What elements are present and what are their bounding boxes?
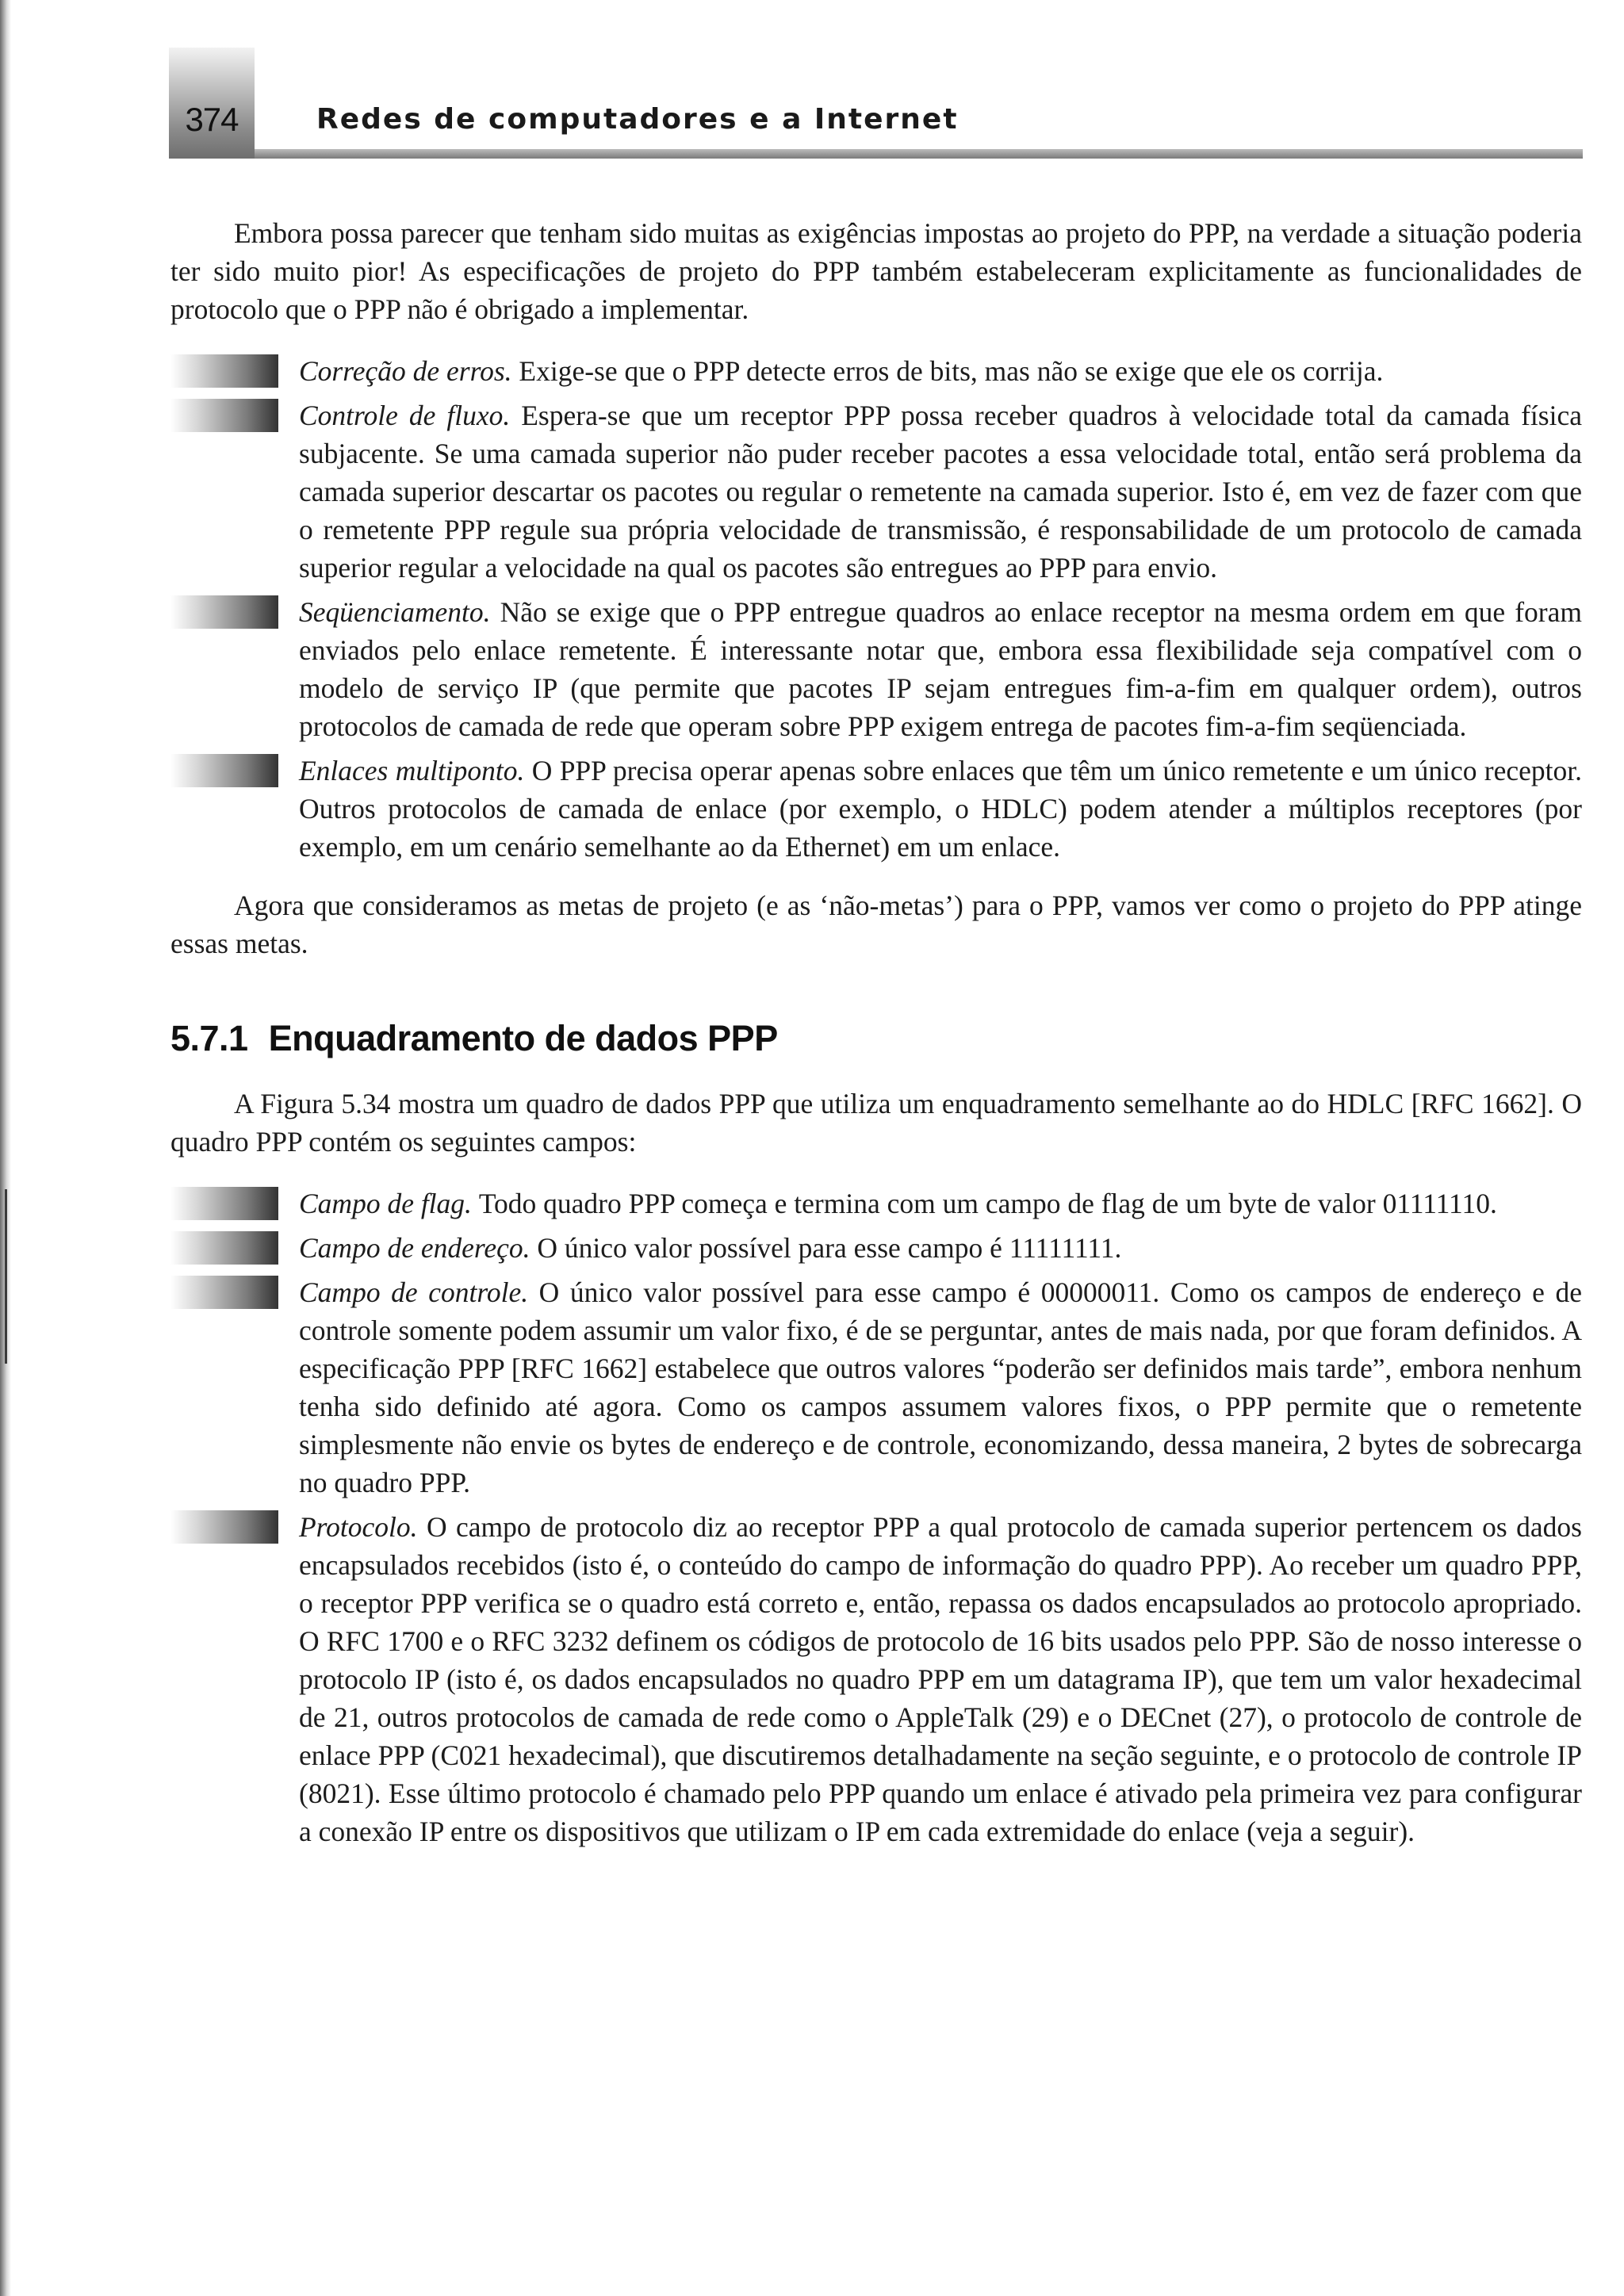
bullet-bar-icon bbox=[170, 354, 278, 388]
list-item bbox=[170, 396, 1582, 587]
bullet-bar-icon bbox=[170, 1187, 278, 1220]
scan-artifact bbox=[5, 1189, 7, 1364]
bullet-bar-icon bbox=[170, 595, 278, 629]
list-item bbox=[170, 352, 1582, 390]
bullet-bar-icon bbox=[170, 1510, 278, 1544]
bullet-bar-icon bbox=[170, 399, 278, 432]
bullet-bar-icon bbox=[170, 1276, 278, 1309]
section-title: Enquadramento de dados PPP bbox=[268, 1018, 778, 1058]
item-text: O PPP precisa operar apenas sobre enlaces que têm um único remetente e um único receptor. Outros protocolos de camada de enlace (por exemplo, o HDLC) podem atender a múltiplos receptores (por exemplo, em um cenário semelhante ao da Ethernet) em um enlace. bbox=[299, 755, 1582, 863]
not-required-list bbox=[170, 352, 1582, 866]
item-text: Espera-se que um receptor PPP possa receber quadros à velocidade total da camada física subjacente. Se uma camada superior não puder receber pacotes a essa velocidade total, então será problema da camada superior descartar os pacotes ou regular o remetente na camada superior. Isto é, em vez de fazer com que o remetente PPP regule sua própria velocidade de transmissão, é responsabilidade de um protocolo de camada superior regular a velocidade na qual os pacotes são entregues ao PPP para envio. bbox=[299, 400, 1582, 584]
scan-shadow bbox=[0, 0, 11, 2296]
item-term: Controle de fluxo. bbox=[299, 400, 522, 431]
section-heading bbox=[170, 1020, 1582, 1058]
running-title: Redes de computadores e a Internet bbox=[316, 103, 959, 136]
section-number: 5.7.1 bbox=[170, 1018, 248, 1058]
item-text: Não se exige que o PPP entregue quadros ao enlace receptor na mesma ordem em que foram enviados pelo enlace remetente. É interessante notar que, embora essa flexibilidade seja compatível com o modelo de serviço IP (que permite que pacotes IP sejam entregues fim-a-fim em qualquer ordem), outros protocolos de camada de rede que operam sobre PPP exigem entrega de pacotes fim-a-fim seqüenciada. bbox=[299, 596, 1582, 742]
item-term: Correção de erros. bbox=[299, 355, 519, 387]
list-item bbox=[170, 593, 1582, 745]
item-text: O único valor possível para esse campo é 11111111. bbox=[537, 1232, 1122, 1264]
item-text: Todo quadro PPP começa e termina com um campo de flag de um byte de valor 01111110. bbox=[478, 1188, 1497, 1219]
page-header bbox=[169, 48, 1583, 159]
bullet-bar-icon bbox=[170, 1231, 278, 1265]
list-item bbox=[170, 1229, 1582, 1267]
page-number: 374 bbox=[185, 101, 239, 138]
item-text: Exige-se que o PPP detecte erros de bits, mas não se exige que ele os corrija. bbox=[519, 355, 1384, 387]
item-term: Campo de flag. bbox=[299, 1188, 479, 1219]
intro-paragraph: Embora possa parecer que tenham sido muitas as exigências impostas ao projeto do PPP, na verdade a situação poderia ter sido muito pior! As especificações de projeto do PPP também estabeleceram explicitamente as funcionalidades de protocolo que o PPP não é obrigado a implementar. bbox=[170, 217, 1582, 325]
section-intro-paragraph: A Figura 5.34 mostra um quadro de dados PPP que utiliza um enquadramento semelhante ao do HDLC [RFC 1662]. O quadro PPP contém os seguintes campos: bbox=[170, 1088, 1582, 1158]
item-term: Protocolo. bbox=[299, 1511, 427, 1543]
item-text: O único valor possível para esse campo é 00000011. Como os campos de endereço e de controle somente podem assumir um valor fixo, é de se perguntar, antes de mais nada, por que foram definidos. A especificação PPP [RFC 1662] estabelece que outros valores “poderão ser definidos mais tarde”, embora nenhum tenha sido definido até agora. Como os campos assumem valores fixos, o PPP permite que o remetente simplesmente não envie os bytes de endereço e de controle, economizando, dessa maneira, 2 bytes de sobrecarga no quadro PPP. bbox=[299, 1276, 1582, 1498]
page-body bbox=[170, 214, 1582, 1857]
bullet-bar-icon bbox=[170, 754, 278, 787]
transition-paragraph: Agora que consideramos as metas de projeto (e as ‘não-metas’) para o PPP, vamos ver como o projeto do PPP atinge essas metas. bbox=[170, 890, 1582, 959]
list-item bbox=[170, 1508, 1582, 1850]
header-rule bbox=[255, 149, 1583, 159]
list-item bbox=[170, 1273, 1582, 1502]
item-text: O campo de protocolo diz ao receptor PPP a qual protocolo de camada superior pertencem os dados encapsulados recebidos (isto é, o conteúdo do campo de informação do quadro PPP). Ao receber um quadro PPP, o receptor PPP verifica se o quadro está correto e, então, repassa os dados encapsulados ao protocolo apropriado. O RFC 1700 e o RFC 3232 definem os códigos de protocolo de 16 bits usados pelo PPP. São de nosso interesse o protocolo IP (isto é, os dados encapsulados no quadro PPP em um datagrama IP), que tem um valor hexadecimal de 21, outros protocolos de camada de rede como o AppleTalk (29) e o DECnet (27), o protocolo de controle de enlace PPP (C021 hexadecimal), que discutiremos detalhadamente na seção seguinte, e o protocolo de controle IP (8021). Esse último protocolo é chamado pelo PPP quando um enlace é ativado pela primeira vez para configurar a conexão IP entre os dispositivos que utilizam o IP em cada extremidade do enlace (veja a seguir). bbox=[299, 1511, 1582, 1847]
list-item bbox=[170, 1184, 1582, 1223]
item-term: Enlaces multiponto. bbox=[299, 755, 532, 786]
item-term: Campo de controle. bbox=[299, 1276, 539, 1308]
item-term: Seqüenciamento. bbox=[299, 596, 500, 628]
frame-fields-list bbox=[170, 1184, 1582, 1850]
item-term: Campo de endereço. bbox=[299, 1232, 538, 1264]
list-item bbox=[170, 752, 1582, 866]
